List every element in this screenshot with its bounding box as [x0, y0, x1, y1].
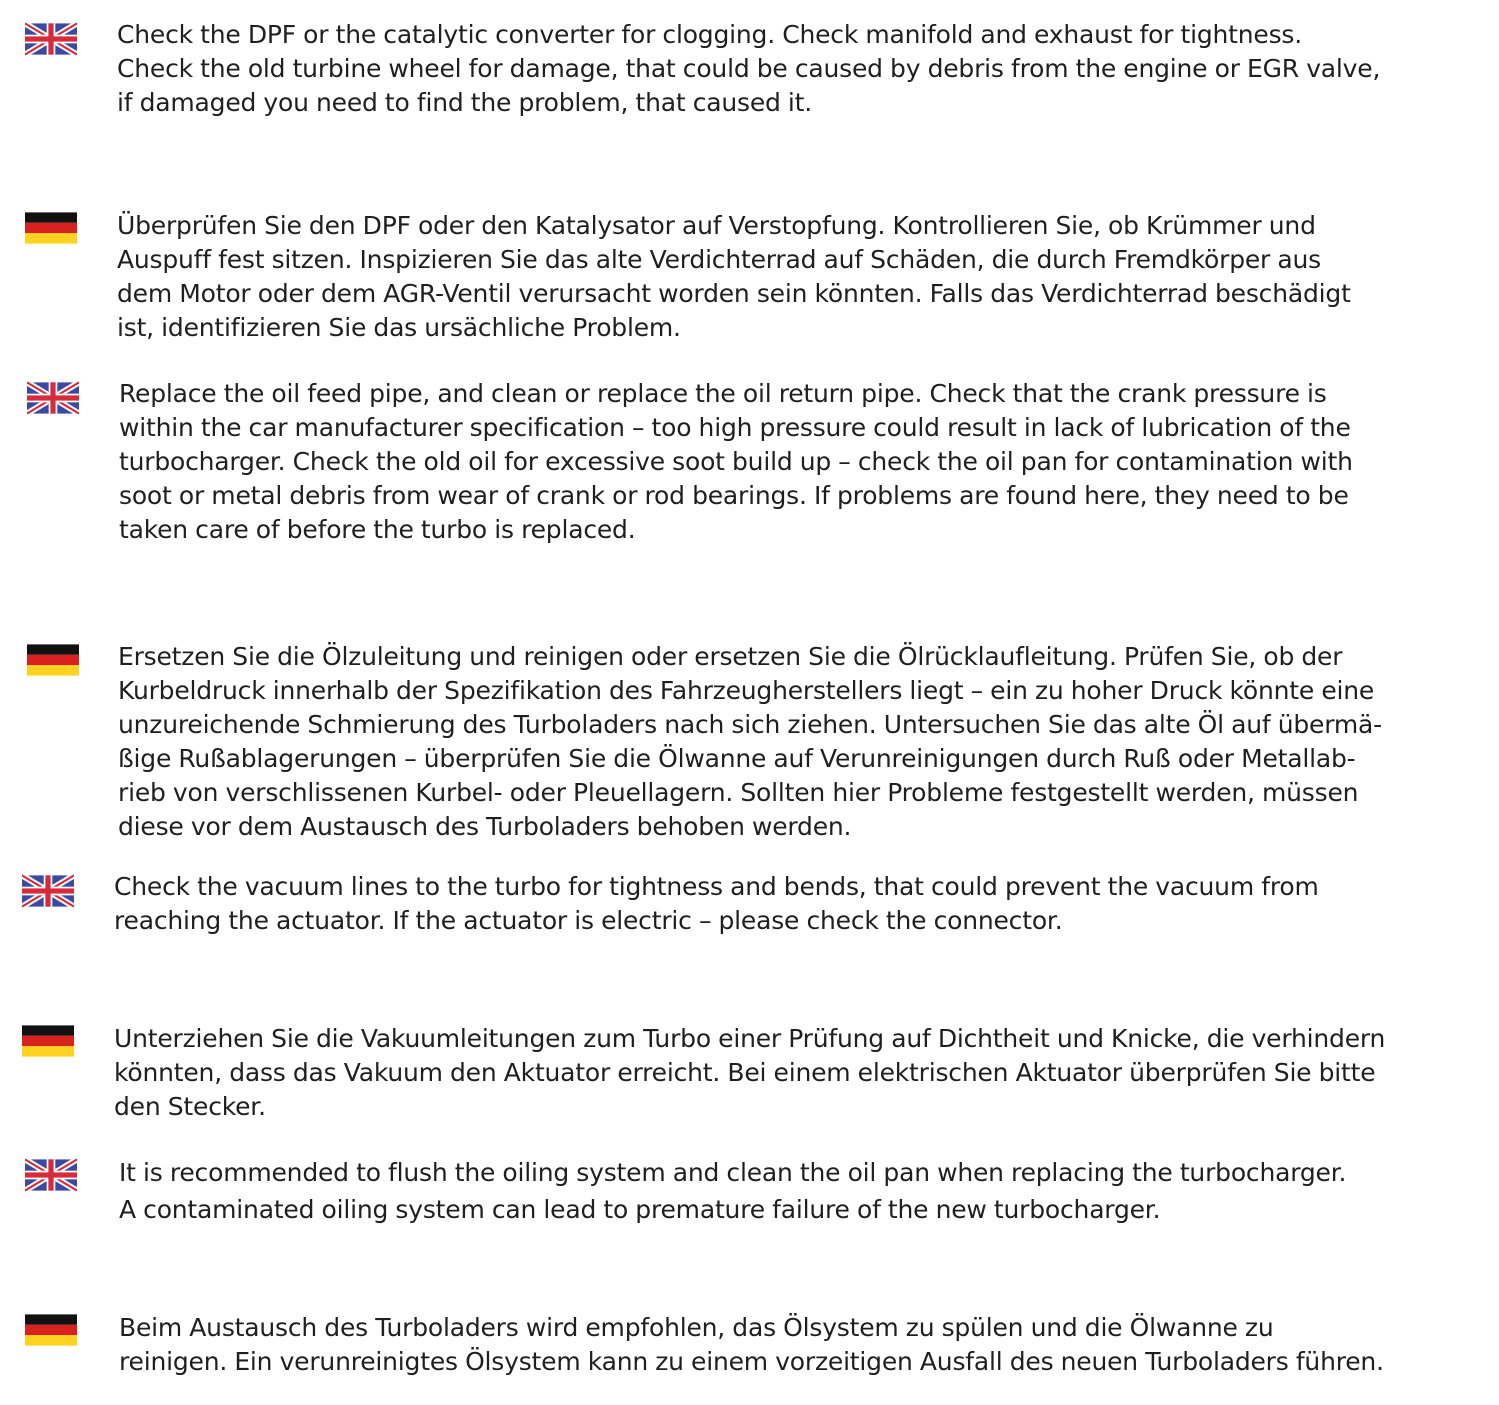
uk-flag-icon: [22, 874, 74, 908]
section-text-de-4: Beim Austausch des Turboladers wird empfohlen, das Ölsystem zu spülen und die Ölwanne zu reinigen. Ein verunreinigtes Ölsystem kann zu einem vorzeitigen Ausfall des neuen Turboladers führen.: [119, 1313, 1384, 1376]
section-text-de-2: Ersetzen Sie die Ölzuleitung und reinigen oder ersetzen Sie die Ölrücklaufleitung. Prüfen Sie, ob der Kurbeldruck innerhalb der Spezifikation des Fahrzeugherstellers liegt – ein zu hoher Druck könnte eine unzureichende Schmierung des Turboladers nach sich ziehen. Untersuchen Sie das alte Öl auf übermä- ßige Rußablagerungen – überprüfen Sie die Ölwanne auf Verunreinigungen durch Ruß oder Metallab- rieb von verschlissenen Kurbel- oder Pleuellagern. Sollten hier Probleme festgestellt werden, müssen diese vor dem Austausch des Turboladers behoben werden.: [118, 642, 1382, 841]
section-text-en-3: Check the vacuum lines to the turbo for tightness and bends, that could prevent the vacuum from reaching the actuator. If the actuator is electric – please check the connector.: [114, 872, 1319, 935]
germany-flag-icon: [25, 211, 77, 245]
section-text-en-2: Replace the oil feed pipe, and clean or replace the oil return pipe. Check that the crank pressure is within the car manufacturer specification – too high pressure could result in lack of lubrication of the turbocharger. Check the old oil for excessive soot build up – check the oil pan for contamination with soot or metal debris from wear of crank or rod bearings. If problems are found here, they need to be taken care of before the turbo is replaced.: [119, 379, 1353, 544]
section-text-de-1: Überprüfen Sie den DPF oder den Katalysator auf Verstopfung. Kontrollieren Sie, ob Krümmer und Auspuff fest sitzen. Inspizieren Sie das alte Verdichterrad auf Schäden, die durch Fremdkörper aus dem Motor oder dem AGR-Ventil verursacht worden sein könnten. Falls das Verdichterrad beschädigt ist, identifizieren Sie das ursächliche Problem.: [117, 211, 1351, 342]
section-text-de-3: Unterziehen Sie die Vakuumleitungen zum Turbo einer Prüfung auf Dichtheit und Knicke, die verhindern könnten, dass das Vakuum den Aktuator erreicht. Bei einem elektrischen Aktuator überprüfen Sie bitte den Stecker.: [114, 1024, 1386, 1121]
section-text-en-4: It is recommended to flush the oiling system and clean the oil pan when replacing the turbocharger. A contaminated oiling system can lead to premature failure of the new turbocharger.: [119, 1158, 1347, 1224]
uk-flag-icon: [25, 22, 77, 56]
uk-flag-icon: [27, 381, 79, 415]
section-text-en-1: Check the DPF or the catalytic converter for clogging. Check manifold and exhaust for tightness. Check the old turbine wheel for damage, that could be caused by debris from the engine or EGR valve, if damaged you need to find the problem, that caused it.: [117, 20, 1381, 117]
uk-flag-icon: [25, 1158, 77, 1192]
germany-flag-icon: [25, 1313, 77, 1347]
germany-flag-icon: [22, 1024, 74, 1058]
germany-flag-icon: [27, 643, 79, 677]
